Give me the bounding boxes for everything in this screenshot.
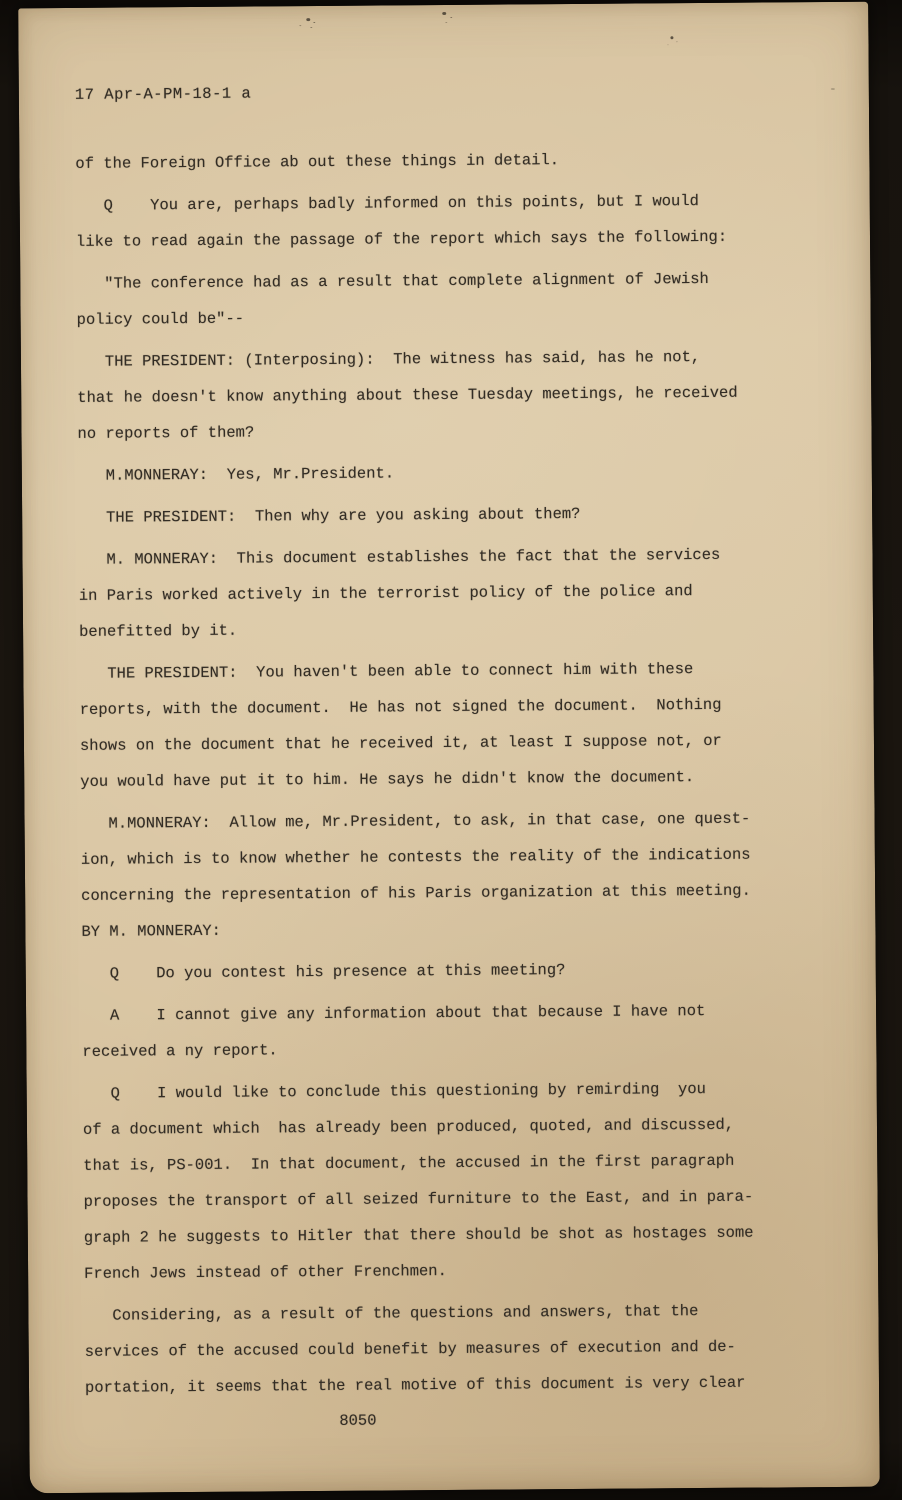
paragraph: THE PRESIDENT: You haven't been able to connect him with these reports, with the document. He has not signed the document. Nothing shows on the document that he received it, at least I suppose not, or you would have put it to him. He says he didn't know the document. [79,660,722,791]
paragraph: M.MONNERAY: Allow me, Mr.President, to ask, in that case, one quest- ion, which is to know whether he contests the reality of the indications concerning the representation of his Paris organization at this meeting. BY M. MONNERAY: [80,809,751,941]
paragraph: A I cannot give any information about that because I have not received a ny report. [82,1001,706,1061]
paragraph: of the Foreign Office ab out these things in detail. [75,151,560,173]
paragraph: M.MONNERAY: Yes, Mr.President. [77,464,395,485]
paragraph: Q Do you contest his presence at this meeting? [81,961,566,983]
paragraph: THE PRESIDENT: Then why are you asking about them? [78,504,581,527]
paragraph: Q I would like to conclude this questioning by remirding you of a document which has already been produced, quoted, and discussed, that is, PS-001. In that document, the accused in the first paragraph proposes the transport of all seized furniture to the East, and in para- graph 2 he suggests to Hitler that there should be shot as hostages some French Jews instead of other Frenchmen. [82,1079,754,1283]
document-header: 17 Apr-A-PM-18-1 a [74,84,252,104]
document-page [18,2,880,1494]
paragraph: THE PRESIDENT: (Interposing): The witness has said, has he not, that he doesn't know anything about these Tuesday meetings, he received no reports of them? [76,348,738,443]
paragraph: "The conference had as a result that complete alignment of Jewish policy could be"-- [76,269,709,329]
page-number: 8050 [339,1411,377,1430]
document-content [18,2,879,1439]
document-body [75,140,823,1406]
paragraph: Considering, as a result of the questions and answers, that the services of the accused could benefit by measures of execution and de- portation, it seems that the real motive of this document is very clear [84,1302,746,1397]
paragraph: Q You are, perhaps badly informed on this points, but I would like to read again the passage of the report which says the following: [75,192,728,251]
paragraph: M. MONNERAY: This document establishes the fact that the services in Paris worked actively in the terrorist policy of the police and benefitted by it. [78,545,721,641]
